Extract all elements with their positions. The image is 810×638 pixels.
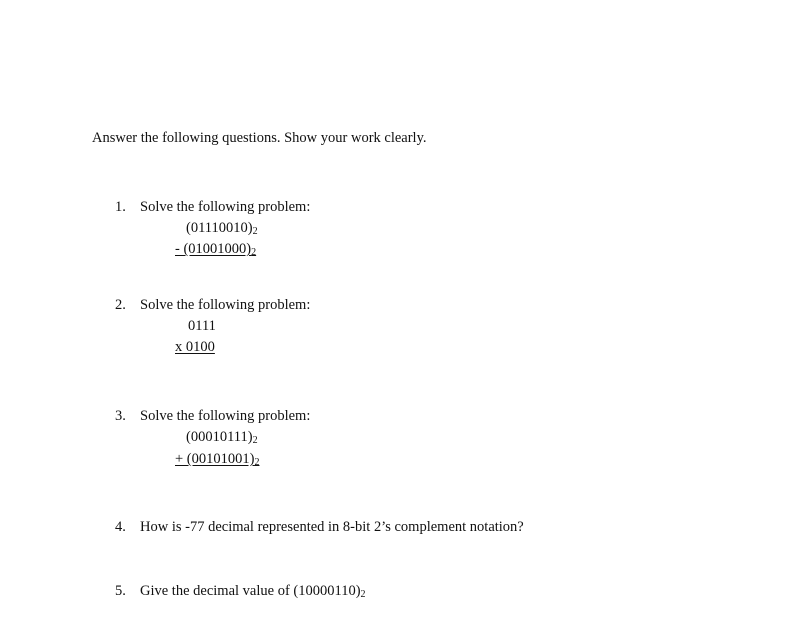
question-number: 3. <box>115 408 126 424</box>
operand-2: x 0100 <box>175 339 215 355</box>
question-text: Solve the following problem: <box>140 408 311 424</box>
question-number: 5. <box>115 583 126 599</box>
instructions: Answer the following questions. Show your work clearly. <box>92 130 427 146</box>
operand-2 <box>175 450 259 468</box>
base-subscript: 2 <box>360 589 366 600</box>
operand-1 <box>186 219 258 237</box>
question-text: Solve the following problem: <box>140 297 311 313</box>
operand-1-value: (00010111) <box>186 429 253 445</box>
base-subscript: 2 <box>252 226 258 237</box>
question-number: 2. <box>115 297 126 313</box>
operand-2-value: + (00101001) <box>175 451 255 467</box>
question-text-value: Give the decimal value of (10000110) <box>140 583 361 599</box>
question-number: 1. <box>115 199 126 215</box>
base-subscript: 2 <box>252 435 258 446</box>
operand-2 <box>175 240 256 258</box>
base-subscript: 2 <box>254 457 260 468</box>
operand-2-value: - (01001000) <box>175 241 252 257</box>
base-subscript: 2 <box>251 247 257 258</box>
operand-1: 0111 <box>188 318 216 334</box>
operand-1-value: (01110010) <box>186 220 253 236</box>
operand-1 <box>186 428 258 446</box>
question-number: 4. <box>115 519 126 535</box>
question-text <box>140 582 366 600</box>
question-text: Solve the following problem: <box>140 199 311 215</box>
question-text: How is -77 decimal represented in 8-bit 2’s complement notation? <box>140 519 524 535</box>
